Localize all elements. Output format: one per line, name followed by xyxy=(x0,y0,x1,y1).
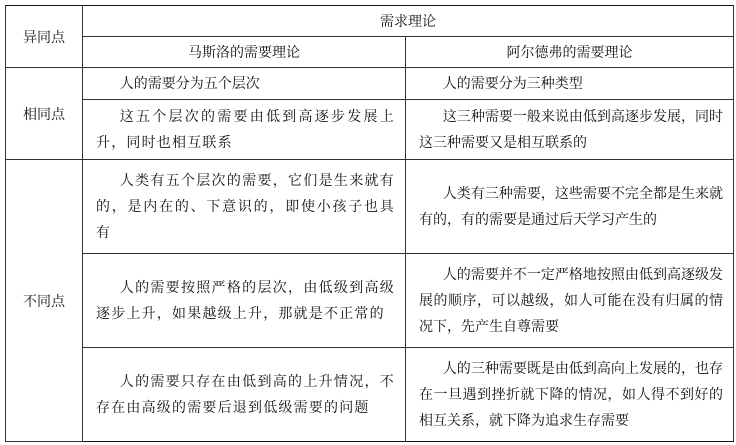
maslow-column-header: 马斯洛的需要理论 xyxy=(83,37,406,68)
similar-1-alderfer: 人的需要分为三种类型 xyxy=(406,68,734,100)
similar-1-maslow: 人的需要分为五个层次 xyxy=(83,68,406,100)
comparison-table xyxy=(5,5,734,442)
different-2-alderfer: 人的需要并不一定严格地按照由低到高逐级发展的顺序，可以越级，如人可能在没有归属的情况下，先产生自尊需要 xyxy=(406,254,734,348)
corner-header: 异同点 xyxy=(6,6,83,68)
group-header: 需求理论 xyxy=(83,6,734,37)
different-2-maslow: 人的需要按照严格的层次，由低级到高级逐步上升，如果越级上升，那就是不正常的 xyxy=(83,254,406,348)
similar-2-maslow: 这五个层次的需要由低到高逐步发展上升，同时也相互联系 xyxy=(83,100,406,160)
different-1-alderfer: 人类有三种需要，这些需要不完全都是生来就有的，有的需要是通过后天学习产生的 xyxy=(406,160,734,254)
similar-section-label: 相同点 xyxy=(6,68,83,160)
alderfer-column-header: 阿尔德弗的需要理论 xyxy=(406,37,734,68)
different-section-label: 不同点 xyxy=(6,160,83,442)
different-3-maslow: 人的需要只存在由低到高的上升情况，不存在由高级的需要后退到低级需要的问题 xyxy=(83,348,406,442)
similar-2-alderfer: 这三种需要一般来说由低到高逐步发展，同时这三种需要又是相互联系的 xyxy=(406,100,734,160)
different-3-alderfer: 人的三种需要既是由低到高向上发展的，也存在一旦遇到挫折就下降的情况，如人得不到好的相互关系，就下降为追求生存需要 xyxy=(406,348,734,442)
different-1-maslow: 人类有五个层次的需要，它们是生来就有的，是内在的、下意识的，即使小孩子也具有 xyxy=(83,160,406,254)
